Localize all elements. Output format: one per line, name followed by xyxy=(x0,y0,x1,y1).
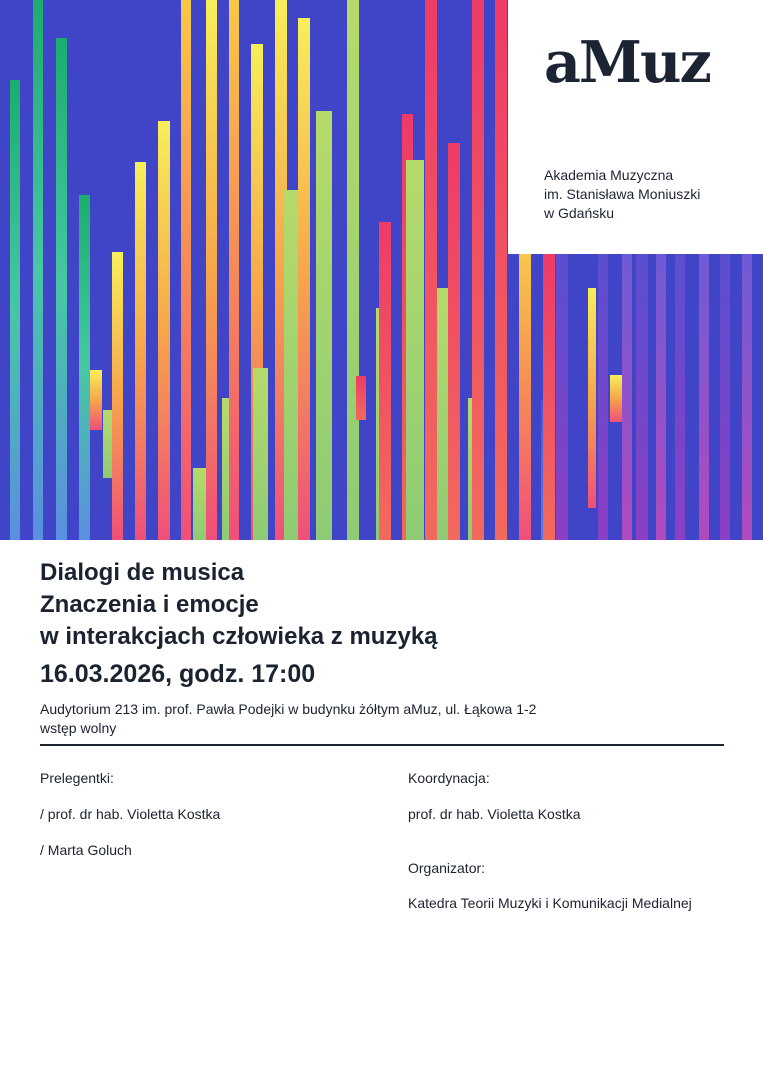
event-venue: Audytorium 213 im. prof. Pawła Podejki w budynku żółtym aMuz, ul. Łąkowa 1-2 xyxy=(40,701,537,717)
decorative-bar xyxy=(90,370,102,430)
decorative-bar xyxy=(347,0,359,540)
decorative-bar xyxy=(519,254,531,540)
amuz-logo: aMuz xyxy=(544,29,710,96)
decorative-bar xyxy=(229,0,239,540)
decorative-bar xyxy=(636,254,648,540)
organizer-value: Katedra Teorii Muzyki i Komunikacji Medialnej xyxy=(408,895,692,911)
decorative-bar xyxy=(379,222,391,540)
decorative-bar xyxy=(448,143,460,540)
speaker-item: / Marta Goluch xyxy=(40,842,132,858)
decorative-bar xyxy=(56,38,67,540)
title-line: Dialogi de musica xyxy=(40,559,245,586)
academy-line: Akademia Muzyczna xyxy=(544,167,674,183)
logo-box xyxy=(508,0,763,254)
decorative-bar xyxy=(206,0,217,540)
decorative-bar xyxy=(588,288,596,508)
decorative-bar xyxy=(472,0,484,540)
coordination-value: prof. dr hab. Violetta Kostka xyxy=(408,806,581,822)
decorative-bar xyxy=(193,468,207,540)
academy-line: w Gdańsku xyxy=(544,205,615,221)
decorative-bar xyxy=(425,0,437,540)
title-line: Znaczenia i emocje xyxy=(40,591,259,618)
organizer-heading: Organizator: xyxy=(408,860,486,876)
event-datetime: 16.03.2026, godz. 17:00 xyxy=(40,660,316,688)
academy-line: im. Stanisława Moniuszki xyxy=(544,186,701,202)
decorative-bar xyxy=(135,162,146,540)
decorative-bar xyxy=(112,252,123,540)
decorative-bar xyxy=(720,254,730,540)
decorative-bar xyxy=(158,121,170,540)
decorative-bar xyxy=(10,80,20,540)
event-admission: wstęp wolny xyxy=(40,720,117,736)
coordination-heading: Koordynacja: xyxy=(408,770,490,786)
decorative-bar xyxy=(79,195,90,540)
decorative-bar xyxy=(181,0,191,540)
decorative-bar xyxy=(699,254,709,540)
academy-name xyxy=(544,166,700,223)
event-title xyxy=(40,557,438,653)
decorative-bar xyxy=(406,160,424,540)
decorative-bar xyxy=(675,254,685,540)
decorative-bar xyxy=(356,376,366,420)
decorative-bar xyxy=(622,254,632,540)
decorative-bar xyxy=(598,254,608,540)
decorative-bar xyxy=(33,0,43,540)
divider xyxy=(40,744,724,746)
decorative-bar xyxy=(253,368,268,540)
decorative-bar xyxy=(298,18,310,540)
decorative-bar xyxy=(556,254,568,540)
decorative-bar xyxy=(495,0,507,540)
decorative-bar xyxy=(610,375,622,422)
speakers-heading: Prelegentki: xyxy=(40,770,114,786)
decorative-bar xyxy=(543,254,555,540)
decorative-bar xyxy=(316,111,332,540)
decorative-bar xyxy=(742,254,752,540)
speaker-item: / prof. dr hab. Violetta Kostka xyxy=(40,806,221,822)
title-line: w interakcjach człowieka z muzyką xyxy=(40,623,438,650)
event-venue-block xyxy=(40,700,536,738)
decorative-bar xyxy=(656,254,666,540)
